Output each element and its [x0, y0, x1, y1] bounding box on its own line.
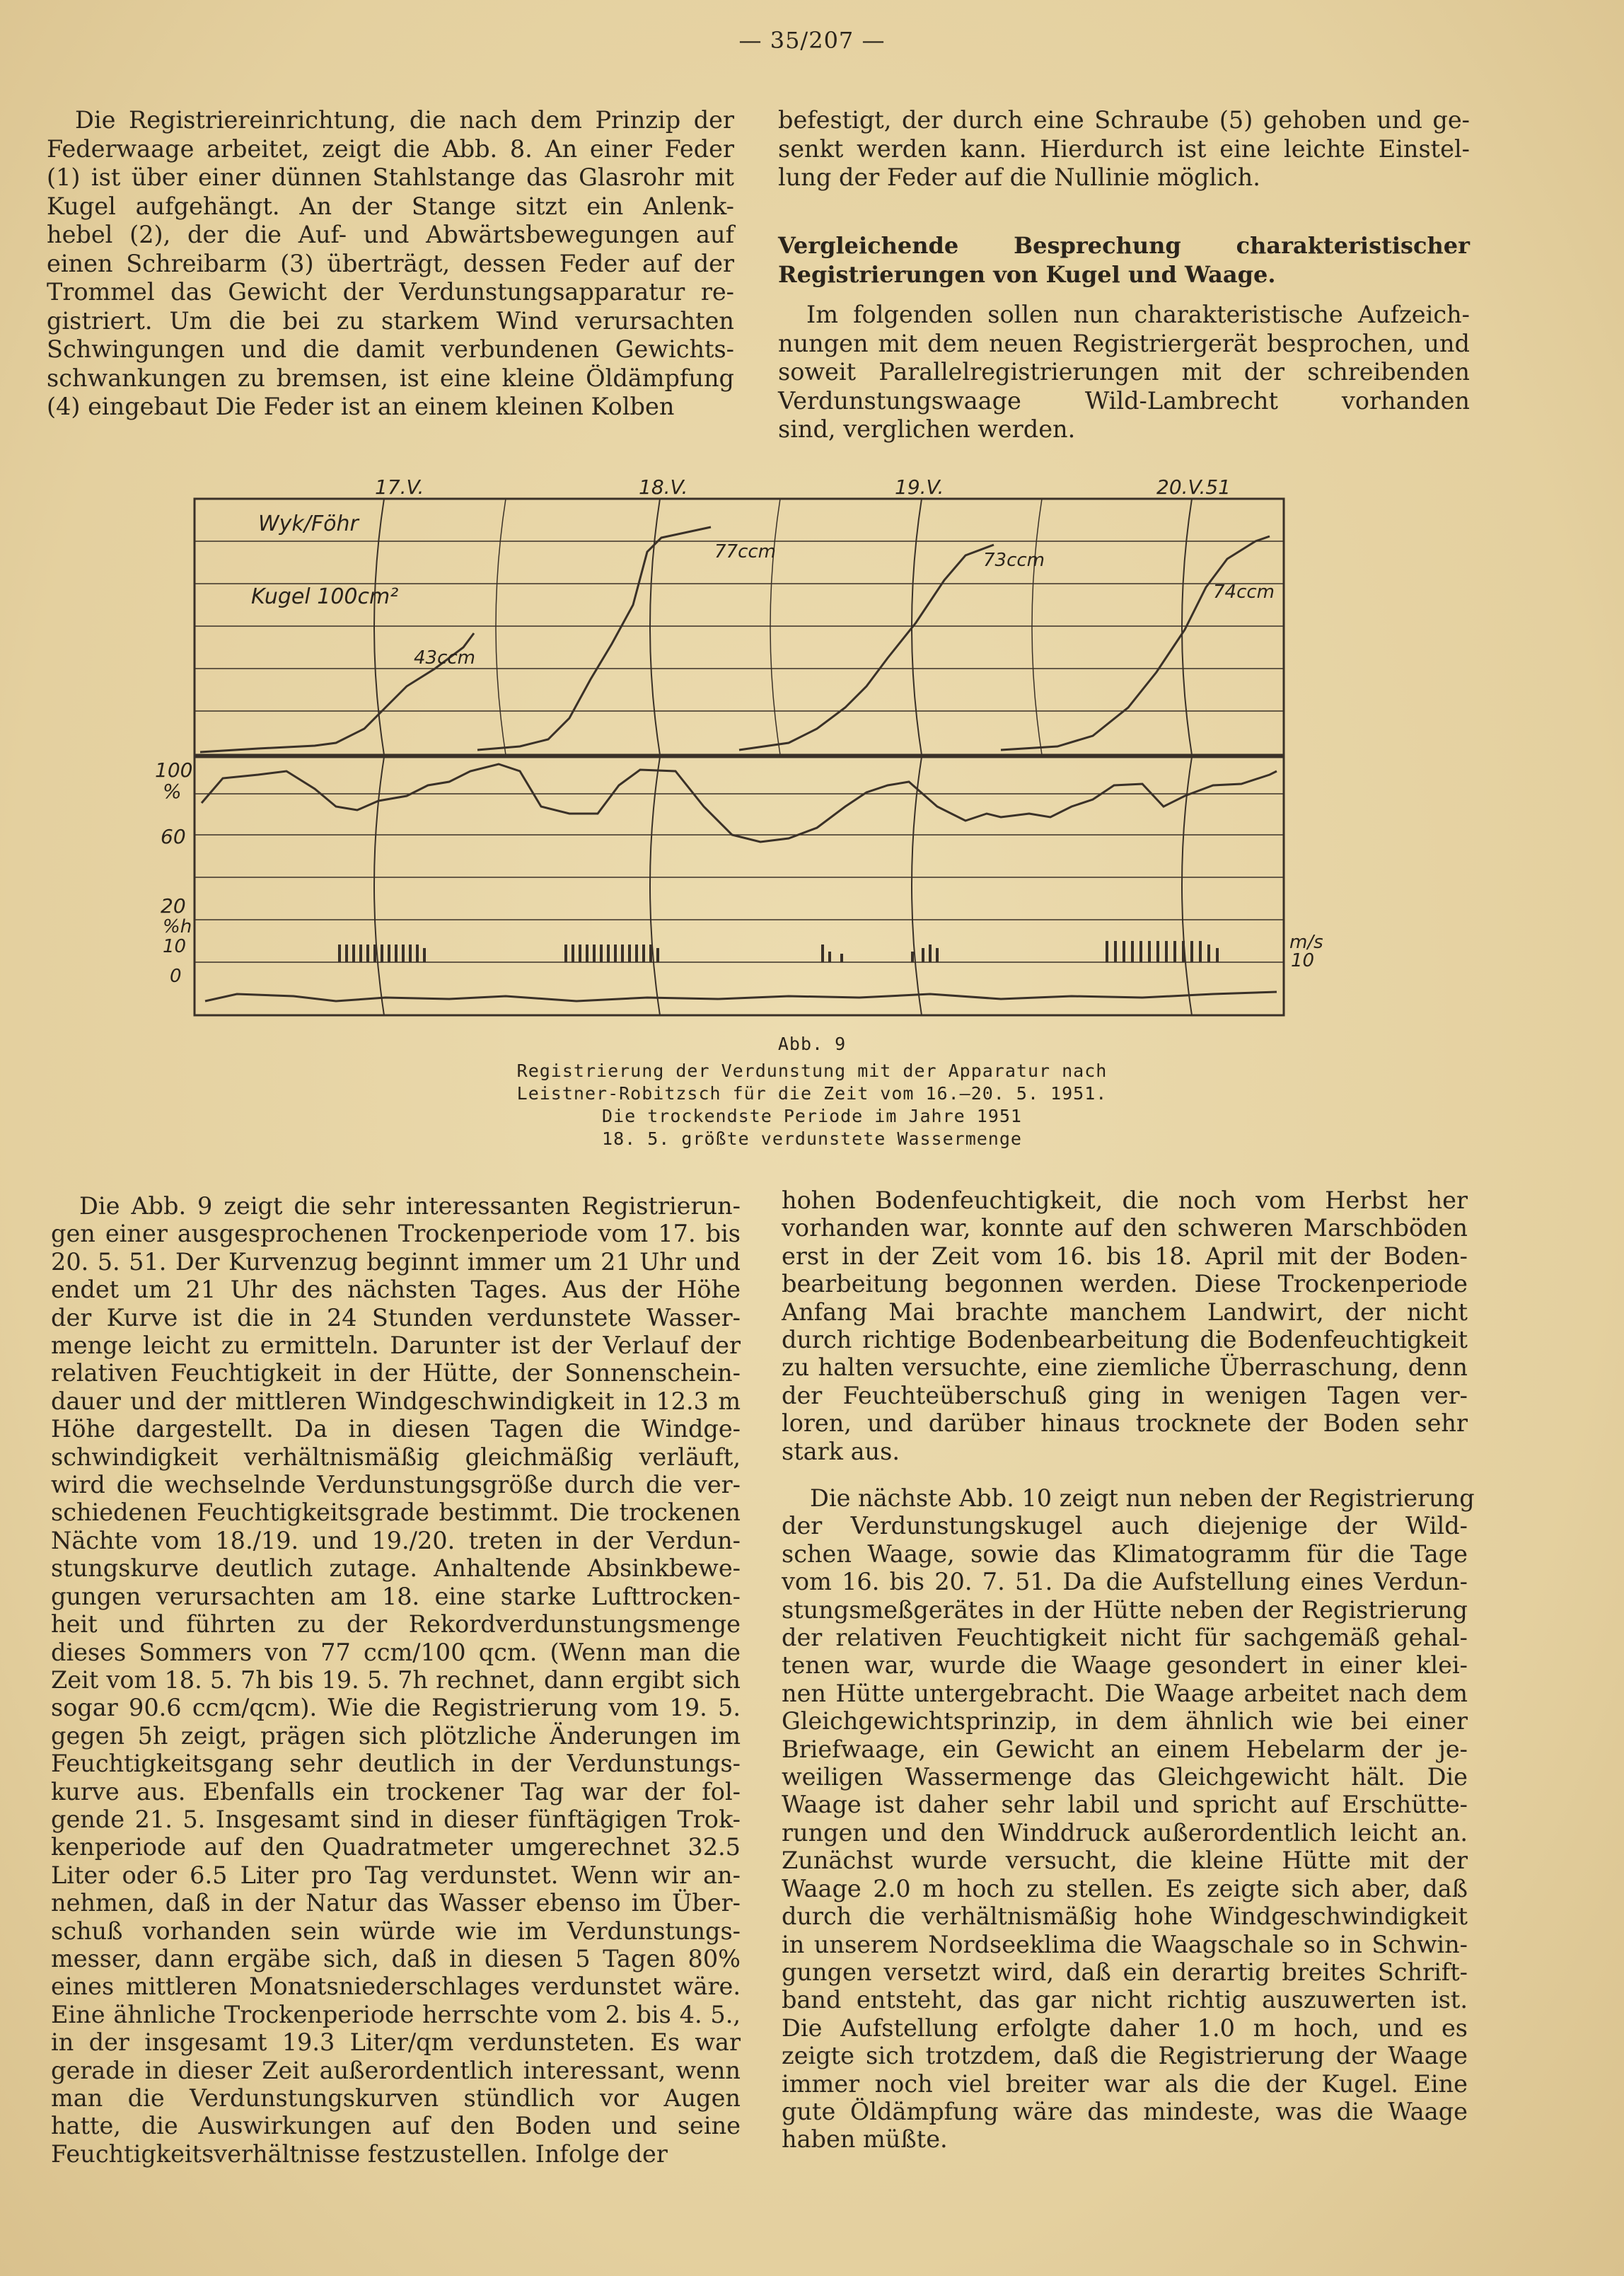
text-line: schwankungen zu bremsen, ist eine kleine Öldämpfung — [47, 364, 734, 392]
text-line: soweit Parallelregistrierungen mit der schreibenden — [778, 358, 1470, 386]
text-line: loren, und darüber hinaus trocknete der Boden sehr — [782, 1409, 1468, 1438]
section-heading — [778, 231, 1470, 289]
text-line: nungen mit dem neuen Registriergerät besprochen, und — [778, 329, 1470, 357]
text-line: Höhe dargestellt. Da in diesen Tagen die Windge- — [51, 1415, 741, 1443]
text-line: man die Verdunstungskurven stündlich vor Augen — [51, 2084, 741, 2112]
evaporation-chart — [152, 474, 1326, 1026]
kugel-label: Kugel 100cm² — [251, 584, 399, 609]
text-line: Feuchtigkeitsverhältnisse festzustellen. Infolge der — [51, 2139, 668, 2168]
text-line: Waage 2.0 m hoch zu stellen. Es zeigte sich aber, daß — [782, 1874, 1468, 1902]
text-line: Anfang Mai brachte manchem Landwirt, der nicht — [782, 1298, 1468, 1326]
text-line: gistriert. Um die bei zu starkem Wind verursachten — [47, 306, 734, 335]
text-line: Liter oder 6.5 Liter pro Tag verdunstet. Wenn wir an- — [51, 1861, 741, 1889]
text-line: weiligen Wassermenge das Gleichgewicht hält. Die — [782, 1763, 1468, 1791]
text-line: tenen war, wurde die Waage gesondert in einer klei- — [782, 1651, 1468, 1680]
text-line: Zeit vom 18. 5. 7h bis 19. 5. 7h rechnet, dann ergibt sich — [51, 1665, 741, 1694]
date-label-17: 17.V. — [375, 475, 424, 499]
text-line: schuß vorhanden sein würde wie im Verdunstungs- — [51, 1917, 741, 1945]
day-label-1: 43ccm — [414, 647, 476, 669]
day-label-4: 74ccm — [1213, 582, 1275, 603]
text-line: band entsteht, das gar nicht richtig auszuwerten ist. — [782, 1986, 1468, 2014]
text-line: durch die verhältnismäßig hohe Windgeschwindigkeit — [782, 1902, 1468, 1931]
text-line: Nächte vom 18./19. und 19./20. treten in der Verdun- — [51, 1526, 741, 1554]
text-line: rungen und den Winddruck außerordentlich leicht an. — [782, 1818, 1468, 1847]
humidity-label-percent: % — [163, 780, 182, 803]
sun-label-unit: %h — [163, 916, 192, 937]
text-line: bearbeitung begonnen werden. Diese Trockenperiode — [782, 1270, 1468, 1298]
text-line: dieses Sommers von 77 ccm/100 qcm. (Wenn man die — [51, 1638, 741, 1666]
text-line: relativen Feuchtigkeit in der Hütte, der Sonnenschein- — [51, 1359, 741, 1387]
text-line: Eine ähnliche Trockenperiode herrschte vom 2. bis 4. 5., — [51, 2000, 741, 2028]
wind-label-10: 10 — [1291, 950, 1315, 971]
text-line: hohen Bodenfeuchtigkeit, die noch vom Herbst her — [782, 1186, 1468, 1214]
text-line: haben müßte. — [782, 2125, 948, 2154]
text-line: eines mittleren Monatsniederschlages verdunstet wäre. — [51, 1972, 741, 2001]
text-line: sogar 90.6 ccm/qcm). Wie die Registrierung vom 19. 5. — [51, 1694, 741, 1722]
text-line: einen Schreibarm (3) überträgt, dessen Feder auf der — [47, 249, 734, 277]
text-line: Briefwaage, ein Gewicht an einem Hebelarm der je- — [782, 1735, 1468, 1763]
text-line: schwindigkeit verhältnismäßig gleichmäßig verläuft, — [51, 1443, 741, 1471]
text-line: zeigte sich trotzdem, daß die Registrierung der Waage — [782, 2042, 1468, 2070]
text-line: vorhanden war, konnte auf den schweren Marschböden — [782, 1214, 1468, 1242]
station-label: Wyk/Föhr — [258, 512, 359, 536]
text-line: menge leicht zu ermitteln. Darunter ist der Verlauf der — [51, 1331, 741, 1360]
caption-line-3: Die trockendste Periode im Jahre 1951 — [602, 1106, 1022, 1126]
sun-label-0: 0 — [170, 966, 182, 987]
text-line: der Kurve ist die in 24 Stunden verdunstete Wasser- — [51, 1303, 741, 1331]
text-line: hatte, die Auswirkungen auf den Boden und seine — [51, 2112, 741, 2140]
text-line: gegen 5h zeigt, prägen sich plötzliche Änderungen im — [51, 1721, 741, 1750]
caption-abb: Abb. 9 — [777, 1034, 847, 1054]
text-line: zu halten versuchte, eine ziemliche Überraschung, denn — [782, 1353, 1468, 1382]
humidity-label-100: 100 — [155, 758, 193, 782]
text-line: nehmen, daß in der Natur das Wasser ebenso im Über- — [51, 1889, 741, 1917]
text-line: (1) ist über einer dünnen Stahlstange das Glasrohr mit — [47, 163, 734, 191]
text-line: durch richtige Bodenbearbeitung die Bodenfeuchtigkeit — [782, 1326, 1468, 1354]
text-line: Feuchtigkeitsgang sehr deutlich in der Verdunstungs- — [51, 1750, 741, 1778]
text-line: gungen verursachten am 18. eine starke Lufttrocken- — [51, 1582, 741, 1610]
text-line: wird die wechselnde Verdunstungsgröße durch die ver- — [51, 1471, 741, 1499]
text-line: gen einer ausgesprochenen Trockenperiode vom 17. bis — [51, 1220, 741, 1248]
date-label-20: 20.V.51 — [1156, 475, 1231, 499]
text-line: Im folgenden sollen nun charakteristische Aufzeich- — [806, 301, 1470, 328]
text-line: befestigt, der durch eine Schraube (5) gehoben und ge- — [778, 106, 1470, 134]
text-line: immer noch viel breiter war als die der Kugel. Eine — [782, 2069, 1468, 2098]
page-number: — 35/207 — — [738, 27, 886, 54]
text-line: gende 21. 5. Insgesamt sind in dieser fünftägigen Trok- — [51, 1805, 741, 1833]
text-line: 20. 5. 51. Der Kurvenzug beginnt immer um 21 Uhr und — [51, 1247, 741, 1276]
text-line: Verdunstungswaage Wild-Lambrecht vorhanden — [778, 386, 1470, 415]
text-line: schen Waage, sowie das Klimatogramm für die Tage — [782, 1540, 1468, 1568]
text-line: in der insgesamt 19.3 Liter/qm verdunsteten. Es war — [51, 2028, 741, 2057]
text-line: stungskurve deutlich zutage. Anhaltende Absinkbewe- — [51, 1554, 741, 1583]
text-line: Waage ist daher sehr labil und spricht auf Erschütte- — [782, 1791, 1468, 1819]
text-line: sind, verglichen werden. — [778, 415, 1076, 443]
text-line: lung der Feder auf die Nullinie möglich. — [778, 163, 1260, 191]
text-line: stark aus. — [782, 1437, 900, 1465]
text-line: gerade in dieser Zeit außerordentlich interessant, wenn — [51, 2056, 741, 2084]
figure-caption — [396, 1033, 1228, 1150]
text-line: Registrierungen von Kugel und Waage. — [778, 260, 1276, 288]
text-line: Die Registriereinrichtung, die nach dem Prinzip der — [75, 106, 734, 134]
text-line: senkt werden kann. Hierdurch ist eine leichte Einstel- — [778, 134, 1470, 163]
text-line: der Verdunstungskugel auch diejenige der Wild- — [782, 1512, 1468, 1540]
text-line: kenperiode auf den Quadratmeter umgerechnet 32.5 — [51, 1833, 741, 1861]
text-line: Die nächste Abb. 10 zeigt nun neben der Registrierung — [810, 1484, 1475, 1512]
day-label-2: 77ccm — [714, 541, 777, 562]
text-line: Vergleichende Besprechung charakteristischer — [778, 232, 1470, 259]
text-line: dauer und der mittleren Windgeschwindigkeit in 12.3 m — [51, 1387, 741, 1415]
text-line: Die Abb. 9 zeigt die sehr interessanten Registrierun- — [79, 1192, 741, 1220]
date-label-19: 19.V. — [895, 475, 944, 499]
date-label-18: 18.V. — [639, 475, 688, 499]
text-line: erst in der Zeit vom 16. bis 18. April mit der Boden- — [782, 1242, 1468, 1270]
column-2-top-text — [778, 106, 1470, 192]
text-line: kurve aus. Ebenfalls ein trockener Tag war der fol- — [51, 1777, 741, 1806]
text-line: heit und führten zu der Rekordverdunstungsmenge — [51, 1610, 741, 1639]
text-line: gute Öldämpfung wäre das mindeste, was die Waage — [782, 2097, 1468, 2125]
text-line: messer, dann ergäbe sich, daß in diesen 5 Tagen 80% — [51, 1944, 741, 1972]
column-2-bottom-text-a — [782, 1186, 1468, 1465]
text-line: Zunächst wurde versucht, die kleine Hütte mit der — [782, 1847, 1468, 1875]
text-line: stungsmeßgerätes in der Hütte neben der Registrierung — [782, 1595, 1468, 1624]
sun-label-10: 10 — [163, 936, 187, 957]
text-line: nen Hütte untergebracht. Die Waage arbeitet nach dem — [782, 1679, 1468, 1707]
text-line: schiedenen Feuchtigkeitsgrade bestimmt. Die trockenen — [51, 1498, 741, 1527]
column-2-intro-text — [778, 301, 1470, 444]
text-line: Federwaage arbeitet, zeigt die Abb. 8. An einer Feder — [47, 134, 734, 163]
text-line: (4) eingebaut Die Feder ist an einem kleinen Kolben — [47, 393, 675, 420]
text-line: gungen versetzt wird, daß ein derartig breites Schrift- — [782, 1958, 1468, 1986]
text-line: vom 16. bis 20. 7. 51. Da die Aufstellung eines Verdun- — [782, 1568, 1468, 1596]
text-line: Schwingungen und die damit verbundenen Gewichts- — [47, 335, 734, 363]
text-line: Kugel aufgehängt. An der Stange sitzt ein Anlenk- — [47, 192, 734, 220]
caption-line-4: 18. 5. größte verdunstete Wassermenge — [602, 1128, 1022, 1149]
text-line: der Feuchteüberschuß ging in wenigen Tagen ver- — [782, 1381, 1468, 1409]
text-line: Die Aufstellung erfolgte daher 1.0 m hoch, und es — [782, 2014, 1468, 2042]
column-2-bottom-text-b — [782, 1484, 1475, 2154]
text-line: der relativen Feuchtigkeit nicht für sachgemäß gehal- — [782, 1624, 1468, 1652]
text-line: hebel (2), der die Auf- und Abwärtsbewegungen auf — [47, 221, 734, 248]
text-line: in unserem Nordseeklima die Waagschale so in Schwin- — [782, 1930, 1468, 1958]
humidity-label-60: 60 — [161, 825, 186, 848]
text-line: Gleichgewichtsprinzip, in dem ähnlich wie bei einer — [782, 1707, 1468, 1735]
caption-line-1: Registrierung der Verdunstung mit der Apparatur nach — [516, 1061, 1108, 1081]
day-label-3: 73ccm — [983, 550, 1045, 571]
wind-label-unit: m/s — [1289, 932, 1323, 953]
text-line: Trommel das Gewicht der Verdunstungsapparatur re- — [47, 278, 734, 306]
column-1-bottom-text — [51, 1192, 741, 2168]
text-line: endet um 21 Uhr des nächsten Tages. Aus der Höhe — [51, 1276, 741, 1304]
column-1-top-text — [47, 106, 734, 422]
caption-line-2: Leistner-Robitzsch für die Zeit vom 16.—20. 5. 1951. — [516, 1083, 1108, 1104]
humidity-label-20: 20 — [161, 894, 186, 918]
figure-abb-9 — [152, 474, 1326, 1029]
